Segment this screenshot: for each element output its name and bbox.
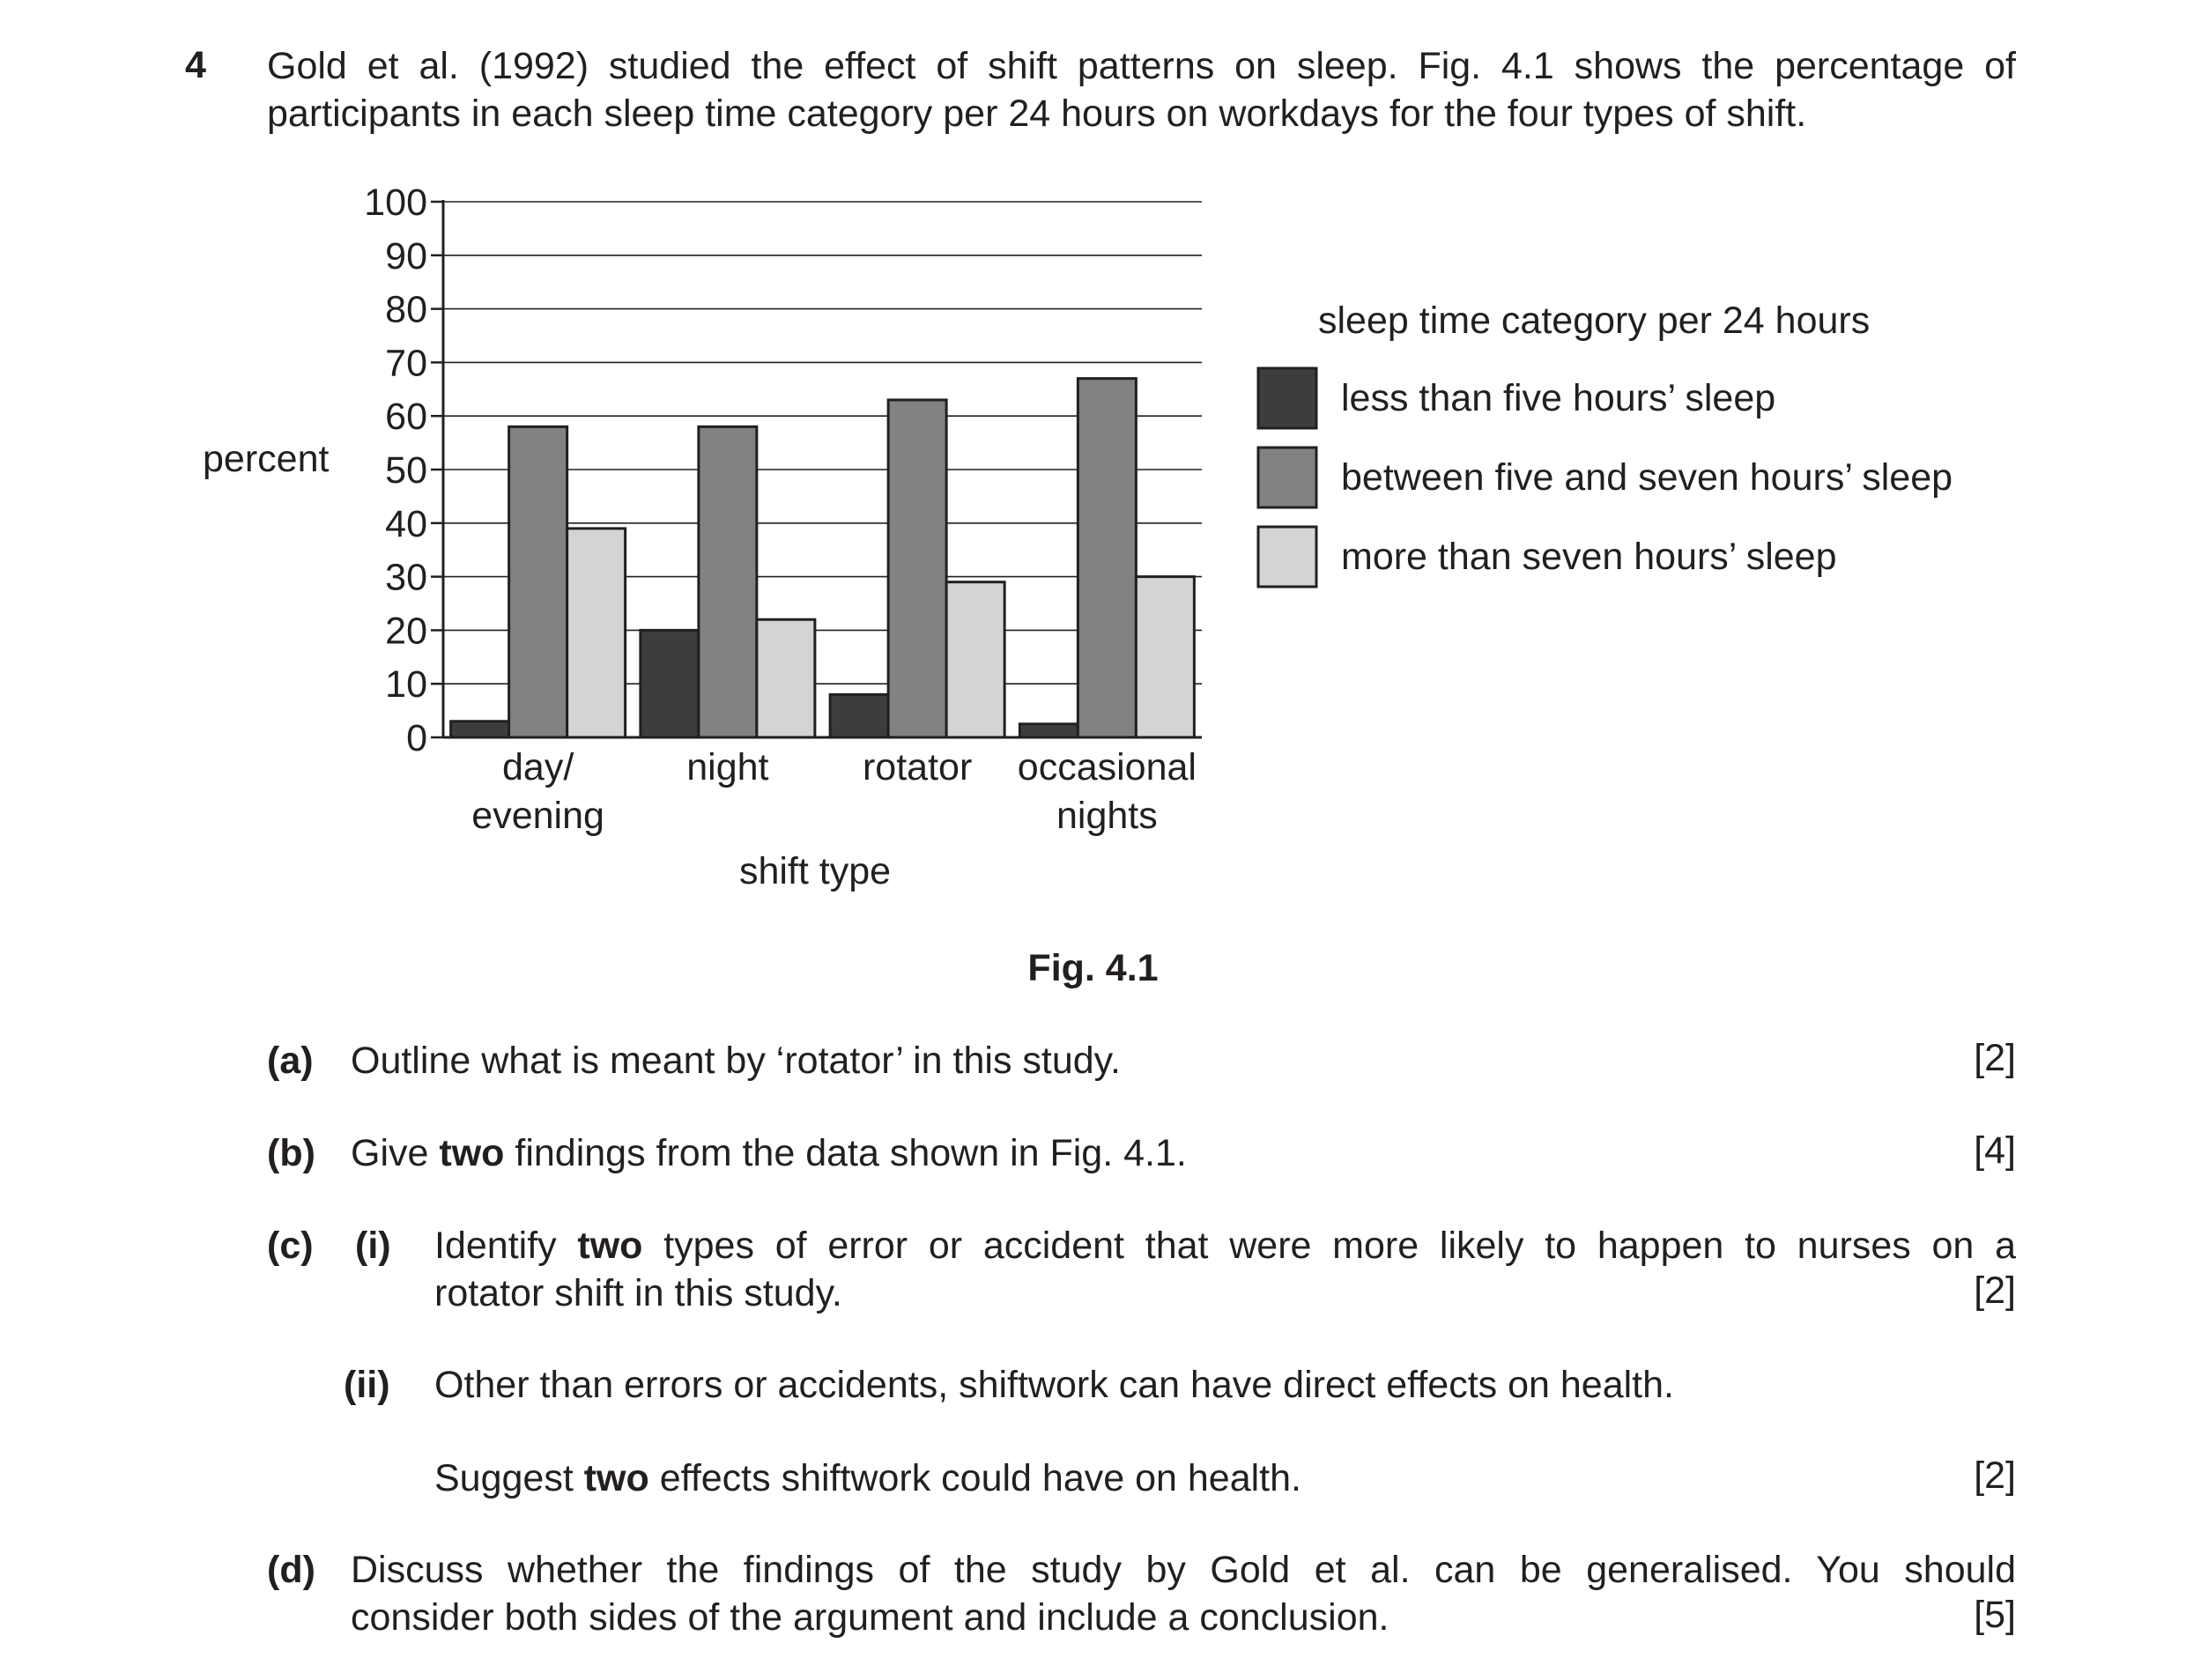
y-tick-label: 60	[385, 396, 427, 439]
y-tick-label: 20	[385, 610, 427, 653]
question-number: 4	[185, 44, 206, 86]
part-c-ii-marks: [2]	[1974, 1454, 2016, 1497]
bar	[567, 529, 626, 737]
y-tick-label: 0	[406, 717, 427, 759]
y-tick-label: 80	[385, 288, 427, 331]
part-c-ii-text-pre: Suggest	[434, 1457, 584, 1499]
part-b-text-bold: two	[439, 1132, 505, 1174]
part-b-marks: [4]	[1974, 1129, 2016, 1172]
part-c-i-line-2: rotator shift in this study.	[434, 1272, 842, 1314]
bar	[699, 426, 757, 737]
part-a-label: (a)	[267, 1040, 314, 1082]
part-b-label: (b)	[267, 1132, 315, 1174]
y-tick-label: 40	[385, 502, 427, 545]
y-tick-label: 100	[364, 181, 427, 224]
intro-line-2: participants in each sleep time category per 24 hours on workdays for the four types of shift.	[267, 93, 1807, 135]
legend-swatch	[1258, 448, 1316, 507]
part-c-i-text-pre: Identify	[434, 1225, 578, 1267]
x-category-label: nights	[1056, 795, 1158, 837]
y-tick-label: 10	[385, 663, 427, 707]
y-tick-label: 70	[385, 342, 427, 385]
bar	[830, 694, 888, 737]
x-category-label: evening	[471, 795, 604, 837]
y-tick-label: 90	[385, 234, 427, 278]
bar	[1136, 577, 1194, 737]
part-c-ii-line-1: Other than errors or accidents, shiftwork can have direct effects on health.	[434, 1364, 1674, 1406]
legend-title: sleep time category per 24 hours	[1318, 300, 1871, 342]
part-d-marks: [5]	[1974, 1594, 2016, 1636]
x-category-labels	[471, 746, 1197, 837]
legend-entry: between five and seven hours’ sleep	[1341, 456, 1953, 499]
part-b-text-post: findings from the data shown in Fig. 4.1.	[504, 1132, 1187, 1174]
part-d-line-1: Discuss whether the findings of the study by Gold et al. can be generalised. You should	[351, 1549, 2016, 1591]
bar	[641, 630, 699, 737]
x-axis-label: shift type	[738, 850, 892, 892]
part-c-i-text-post: types of error or accident that were more likely to happen to nurses on a	[642, 1225, 2016, 1267]
x-category-label: rotator	[862, 746, 973, 788]
part-d-line-2: consider both sides of the argument and include a conclusion.	[351, 1596, 1389, 1639]
part-c-ii-text-post: effects shiftwork could have on health.	[648, 1457, 1301, 1499]
bar	[1019, 724, 1078, 737]
part-c-ii-line-2	[434, 1454, 1301, 1502]
bar	[1078, 379, 1136, 737]
legend-swatch	[1258, 527, 1316, 587]
intro-line-1: Gold et al. (1992) studied the effect of shift patterns on sleep. Fig. 4.1 shows the percentage of	[267, 45, 2016, 87]
legend	[1258, 368, 1953, 587]
legend-swatch	[1258, 368, 1316, 428]
y-tick-label: 30	[385, 556, 427, 599]
legend-entry: more than seven hours’ sleep	[1341, 536, 1837, 578]
y-axis-label: percent	[203, 438, 330, 480]
bar	[888, 400, 946, 737]
part-a-marks: [2]	[1974, 1037, 2016, 1079]
x-category-label: night	[686, 746, 769, 788]
part-c-i-label: (i)	[355, 1225, 391, 1267]
x-category-label: occasional	[1017, 746, 1197, 788]
part-c-i-marks: [2]	[1974, 1269, 2016, 1312]
part-b-text	[351, 1129, 1187, 1177]
y-tick-labels	[364, 181, 427, 759]
bar	[757, 619, 815, 737]
part-d-label: (d)	[267, 1549, 315, 1591]
bar	[946, 582, 1004, 737]
bar	[451, 722, 509, 737]
part-c-i-line-1	[434, 1222, 2016, 1269]
part-c-label: (c)	[267, 1225, 314, 1267]
part-c-ii-label: (ii)	[344, 1364, 390, 1406]
part-c-ii-text-bold: two	[583, 1457, 649, 1499]
bar	[509, 426, 567, 737]
part-b-text-pre: Give	[351, 1132, 440, 1174]
part-a-text: Outline what is meant by ‘rotator’ in this study.	[351, 1040, 1121, 1082]
legend-entry: less than five hours’ sleep	[1341, 377, 1776, 419]
y-tick-label: 50	[385, 449, 427, 492]
part-c-i-text-bold: two	[577, 1225, 643, 1267]
x-category-label: day/	[501, 746, 574, 788]
figure-caption: Fig. 4.1	[1027, 947, 1159, 989]
